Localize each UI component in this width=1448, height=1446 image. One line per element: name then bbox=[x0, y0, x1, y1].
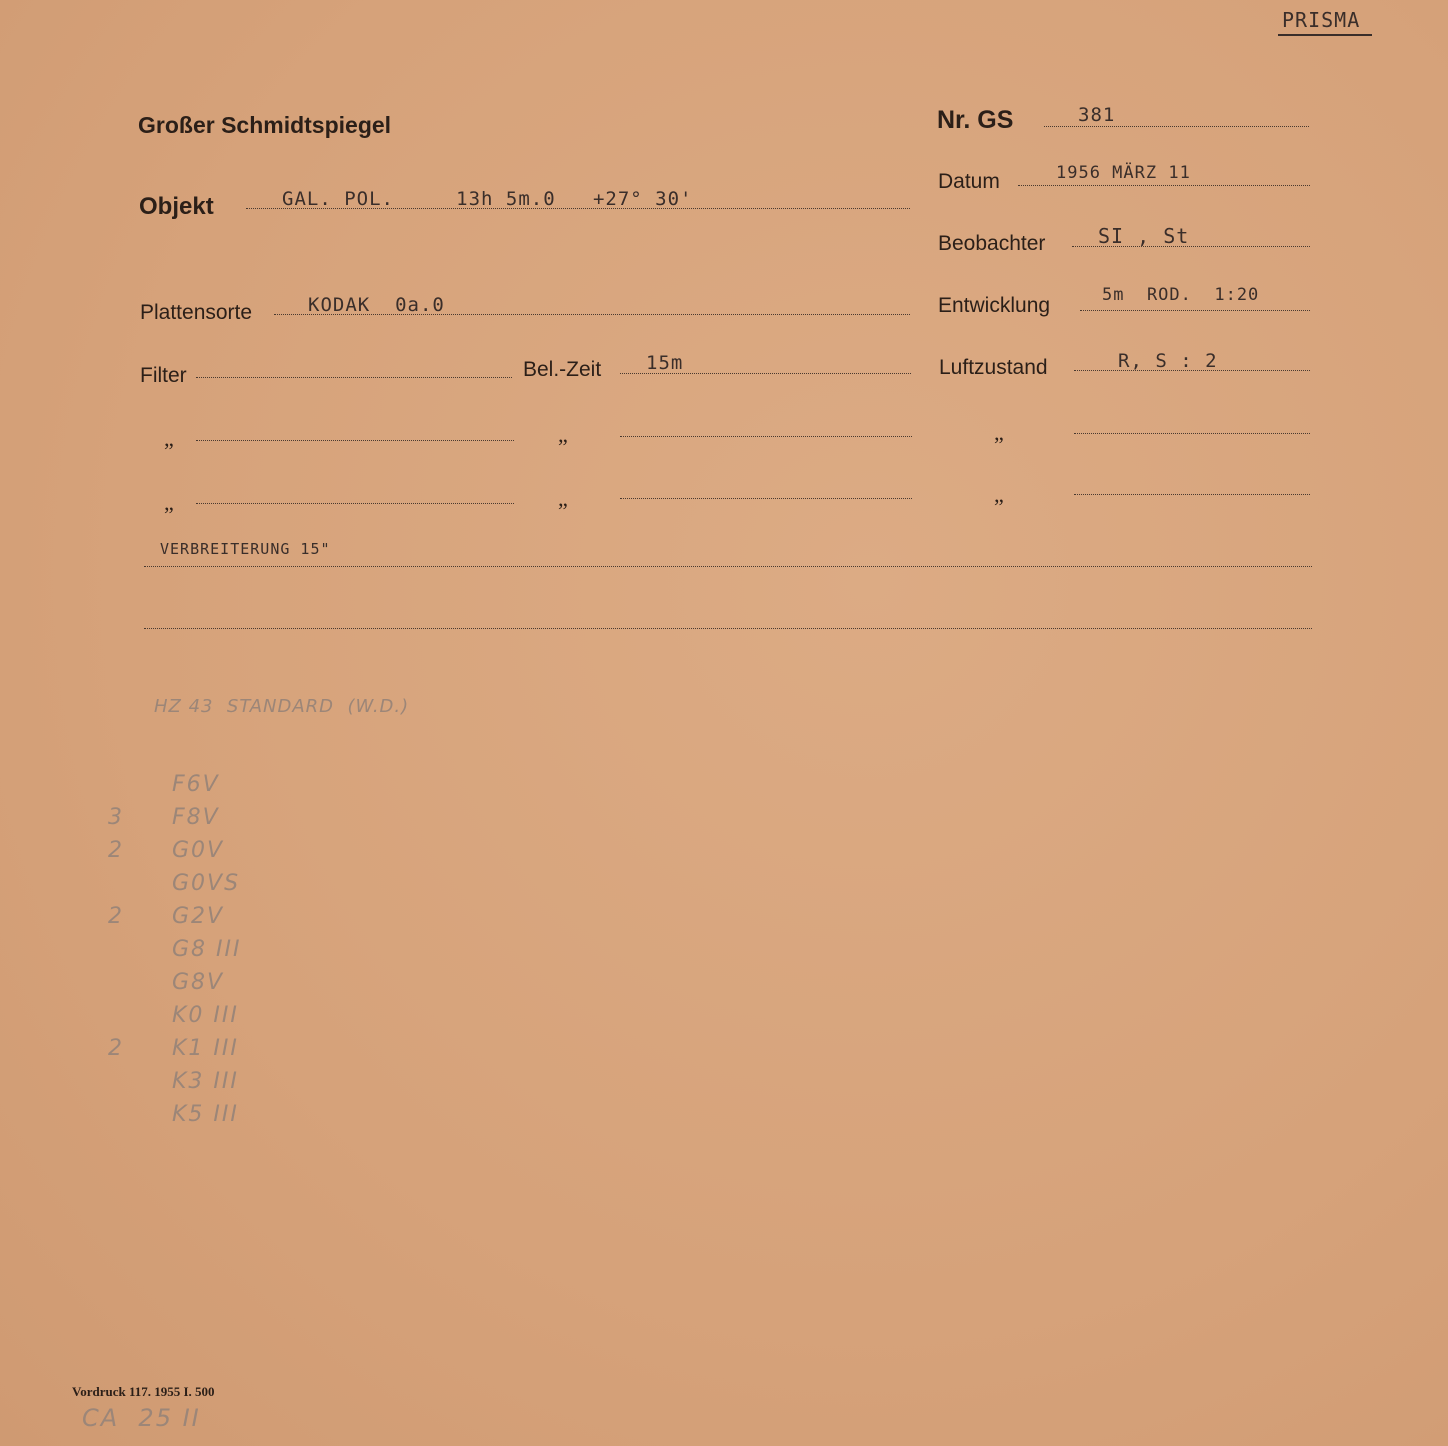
beobachter-value: SI , St bbox=[1098, 224, 1190, 248]
spectral-row bbox=[100, 970, 300, 1000]
ditto-mark: „ bbox=[994, 420, 1004, 445]
form-number: Vordruck 117. 1955 I. 500 bbox=[72, 1384, 215, 1399]
belzeit-label: Bel.-Zeit bbox=[523, 358, 602, 381]
spectral-count: 2 bbox=[108, 904, 124, 929]
datum-value: 1956 MÄRZ 11 bbox=[1056, 163, 1191, 183]
remark-line-1-rule bbox=[144, 566, 1312, 567]
nr-value: 381 bbox=[1078, 104, 1116, 126]
ditto-mark: „ bbox=[558, 486, 568, 511]
spectral-row bbox=[100, 1036, 300, 1066]
spectral-row bbox=[100, 805, 300, 835]
spectral-type: F8V bbox=[172, 805, 220, 830]
luftzustand-label: Luftzustand bbox=[939, 356, 1048, 379]
corner-note: PRISMA bbox=[1282, 8, 1361, 32]
spectral-row bbox=[100, 1003, 300, 1033]
ditto-mark: „ bbox=[558, 422, 568, 447]
beobachter-label: Beobachter bbox=[938, 232, 1046, 255]
spectral-type: F6V bbox=[172, 772, 220, 797]
filter-line bbox=[196, 377, 512, 378]
ditto-mark: „ bbox=[164, 426, 174, 451]
spectral-count: 3 bbox=[108, 805, 124, 830]
spectral-type: K0 III bbox=[172, 1003, 239, 1028]
luftzustand-value: R, S : 2 bbox=[1118, 350, 1218, 372]
remark-line-1: VERBREITERUNG 15" bbox=[160, 540, 331, 558]
plattensorte-value: KODAK 0a.0 bbox=[308, 294, 445, 316]
spectral-row bbox=[100, 904, 300, 934]
spectral-type: G8 III bbox=[172, 937, 242, 962]
ditto-line bbox=[196, 440, 514, 441]
datum-line bbox=[1018, 185, 1310, 186]
spectral-type: K5 III bbox=[172, 1102, 239, 1127]
spectral-row bbox=[100, 871, 300, 901]
ditto-line bbox=[1074, 494, 1310, 495]
spectral-row bbox=[100, 937, 300, 967]
nr-label: Nr. GS bbox=[937, 106, 1014, 134]
spectral-count: 2 bbox=[108, 1036, 124, 1061]
ditto-line bbox=[1074, 433, 1310, 434]
objekt-label: Objekt bbox=[139, 193, 214, 220]
objekt-value: GAL. POL. 13h 5m.0 +27° 30' bbox=[282, 188, 693, 210]
ditto-mark: „ bbox=[164, 490, 174, 515]
remark-line-2-rule bbox=[144, 628, 1312, 629]
entwicklung-label: Entwicklung bbox=[938, 294, 1051, 317]
spectral-type: K1 III bbox=[172, 1036, 239, 1061]
corner-note-underline bbox=[1278, 34, 1372, 36]
ditto-line bbox=[620, 436, 912, 437]
ditto-line bbox=[196, 503, 514, 504]
form-title: Großer Schmidtspiegel bbox=[138, 112, 392, 138]
datum-label: Datum bbox=[938, 170, 1000, 193]
spectral-row bbox=[100, 772, 300, 802]
spectral-type: G2V bbox=[172, 904, 225, 929]
spectral-type: G0VS bbox=[172, 871, 241, 896]
entwicklung-line bbox=[1080, 310, 1310, 311]
entwicklung-value: 5m ROD. 1:20 bbox=[1102, 285, 1260, 305]
spectral-count: 2 bbox=[108, 838, 124, 863]
spectral-row bbox=[100, 1102, 300, 1132]
spectral-type: K3 III bbox=[172, 1069, 239, 1094]
ditto-mark: „ bbox=[994, 482, 1004, 507]
ditto-line bbox=[620, 498, 912, 499]
filter-label: Filter bbox=[140, 364, 187, 387]
archive-note: CA 25 II bbox=[82, 1404, 201, 1432]
spectral-type: G0V bbox=[172, 838, 225, 863]
spectral-row bbox=[100, 1069, 300, 1099]
plattensorte-label: Plattensorte bbox=[140, 301, 253, 324]
belzeit-value: 15m bbox=[646, 352, 684, 374]
standard-note: HZ 43 STANDARD (W.D.) bbox=[154, 696, 410, 717]
spectral-type: G8V bbox=[172, 970, 225, 995]
spectral-row bbox=[100, 838, 300, 868]
nr-line bbox=[1044, 126, 1309, 127]
